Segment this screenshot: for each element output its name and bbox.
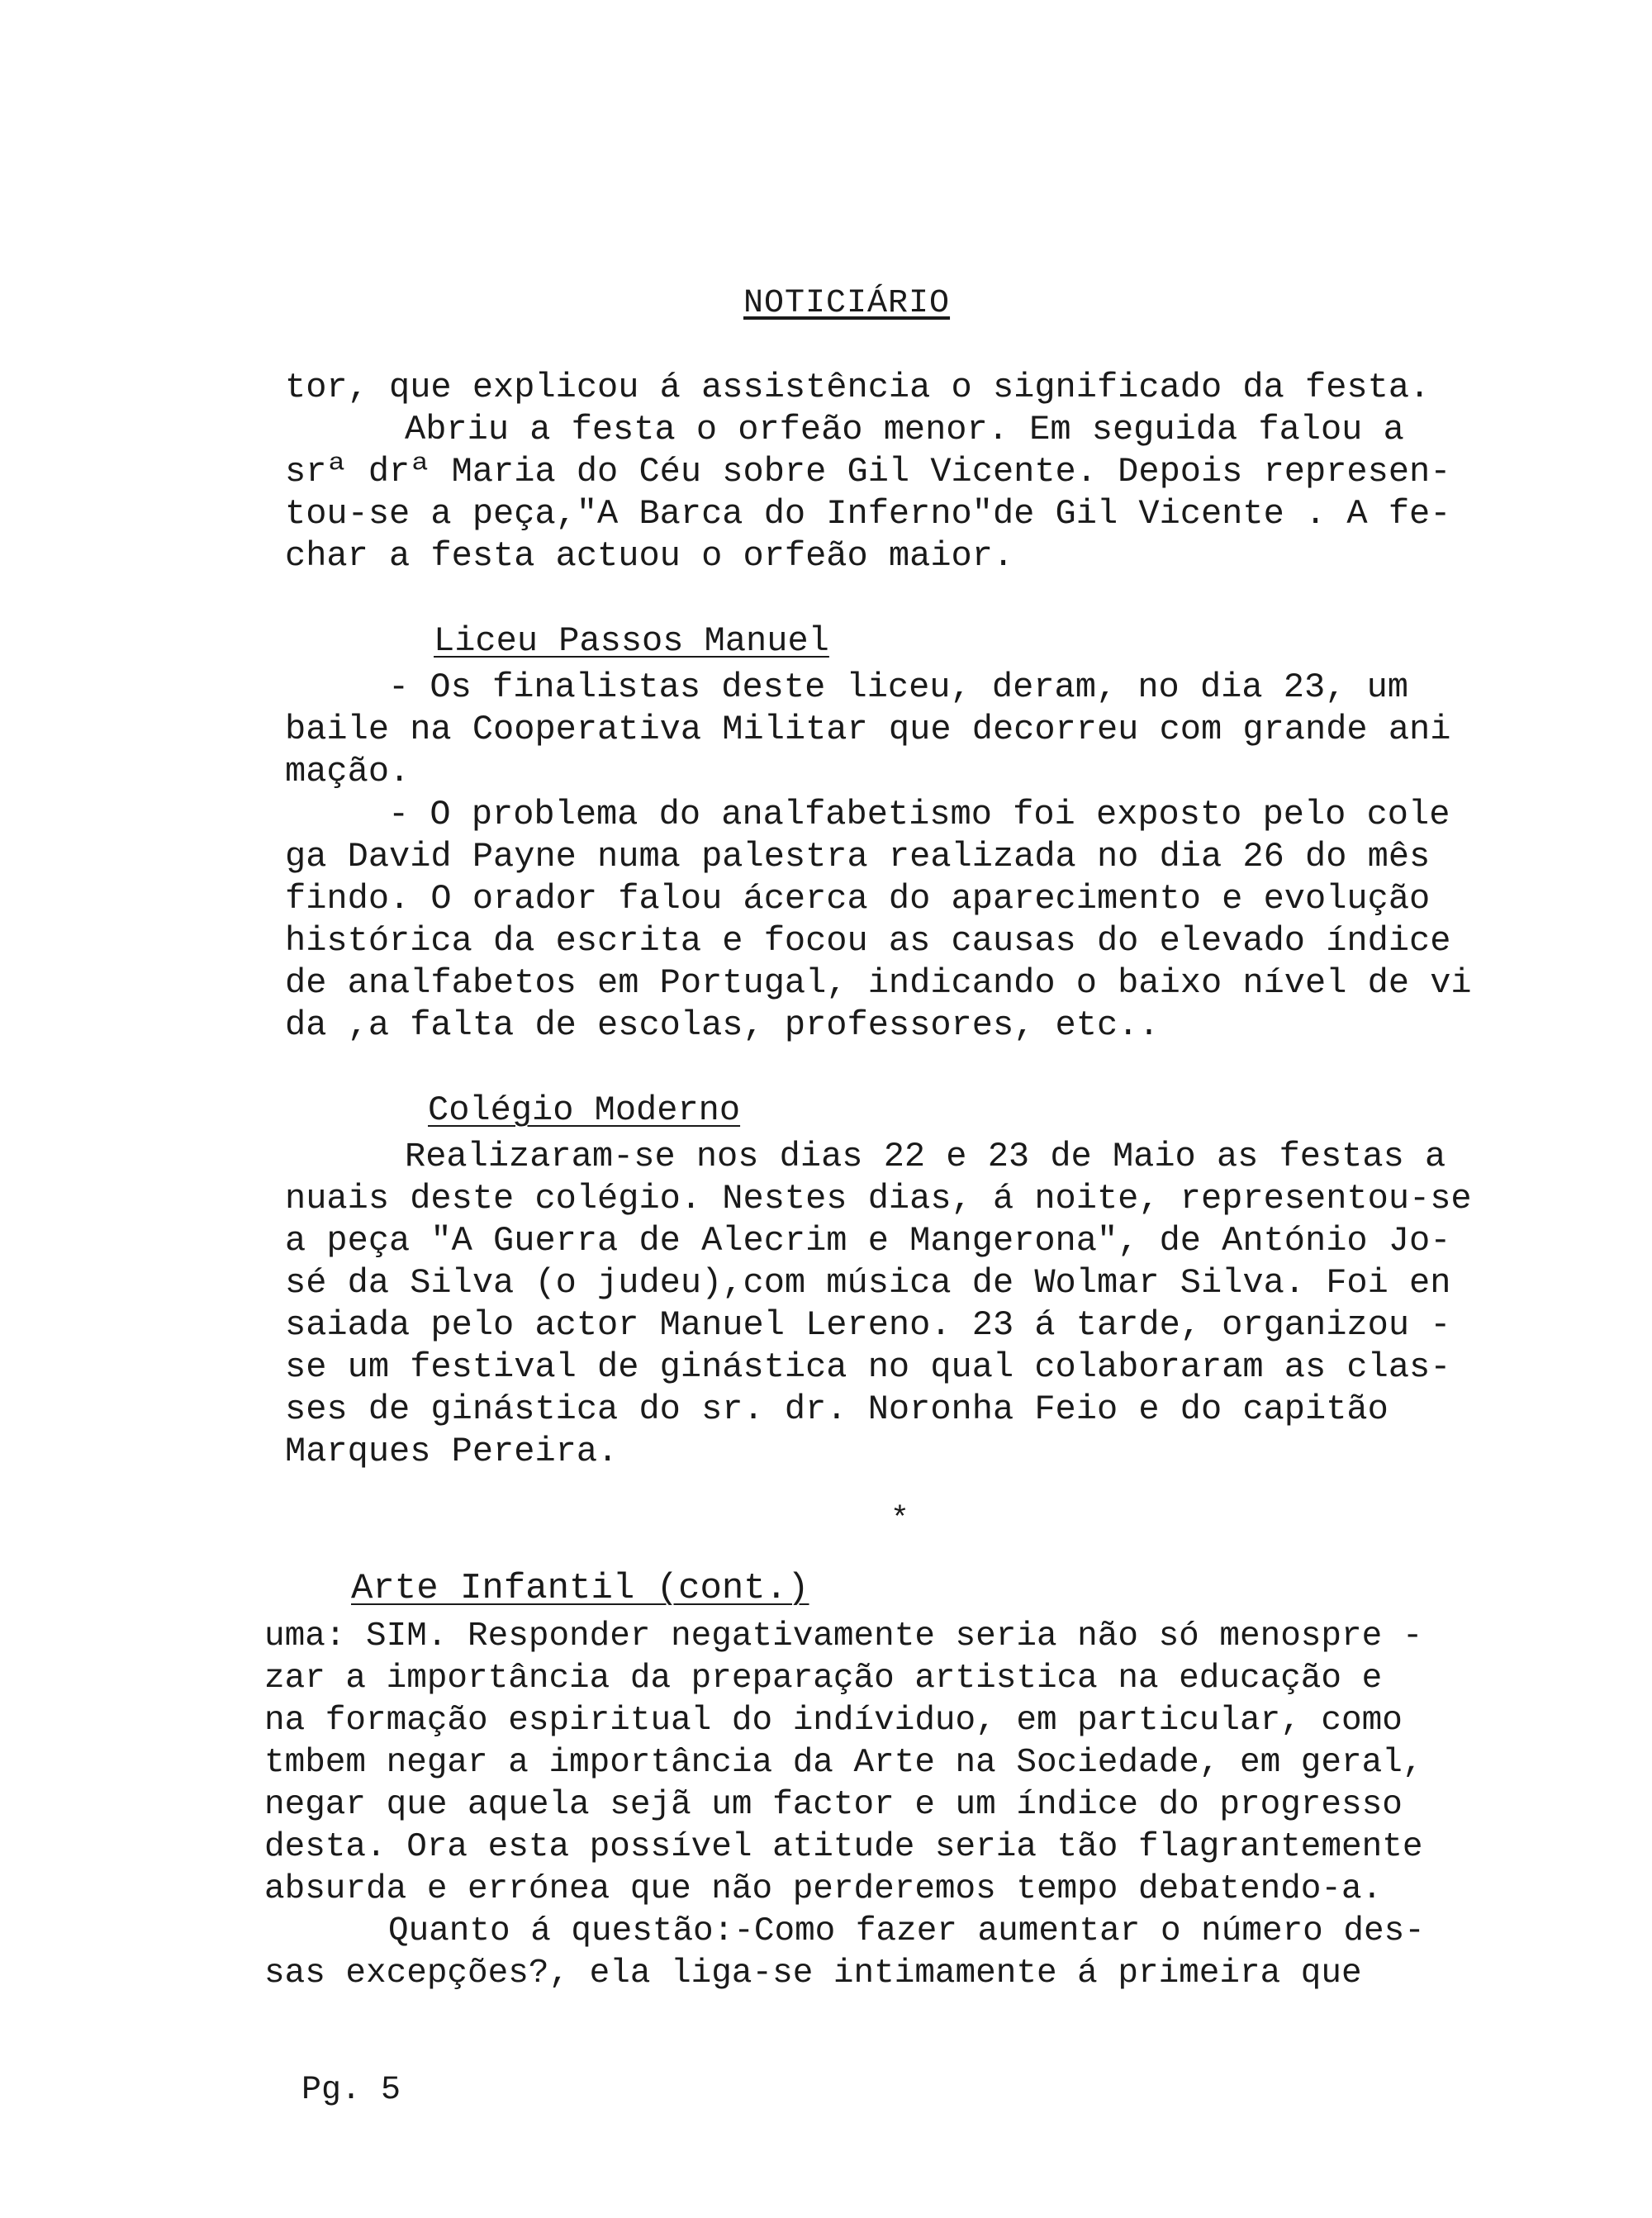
text-line: negar que aquela sejã um factor e um índice do progresso — [264, 1786, 1403, 1824]
text-line: histórica da escrita e focou as causas do elevado índice — [285, 921, 1451, 961]
text-line: - Os finalistas deste liceu, deram, no dia 23, um — [388, 667, 1409, 707]
text-line: srª drª Maria do Céu sobre Gil Vicente. Depois represen- — [285, 452, 1451, 492]
text-line: desta. Ora esta possível atitude seria tão flagrantemente — [264, 1828, 1423, 1866]
text-line: zar a importância da preparação artistica na educação e — [264, 1660, 1383, 1698]
text-line: tmbem negar a importância da Arte na Sociedade, em geral, — [264, 1744, 1423, 1782]
text-line: ga David Payne numa palestra realizada no dia 26 do mês — [285, 837, 1431, 876]
text-line: de analfabetos em Portugal, indicando o baixo nível de vi — [285, 963, 1472, 1003]
section-heading: Liceu Passos Manuel — [434, 621, 829, 661]
text-line: ses de ginástica do sr. dr. Noronha Feio e do capitão — [285, 1389, 1389, 1429]
text-line: se um festival de ginástica no qual colaboraram as clas- — [285, 1347, 1451, 1387]
text-line: tou-se a peça,"A Barca do Inferno"de Gil Vicente . A fe- — [285, 494, 1451, 534]
text-line: absurda e errónea que não perderemos tempo debatendo-a. — [264, 1870, 1383, 1908]
text-line: sé da Silva (o judeu),com música de Wolmar Silva. Foi en — [285, 1263, 1451, 1303]
text-line: Realizaram-se nos dias 22 e 23 de Maio as festas a — [405, 1137, 1446, 1176]
text-line: Marques Pereira. — [285, 1432, 619, 1471]
text-line: char a festa actuou o orfeão maior. — [285, 536, 1014, 576]
text-line: sas excepções?, ela liga-se intimamente á primeira que — [264, 1954, 1362, 1992]
text-line: tor, que explicou á assistência o significado da festa. — [285, 368, 1431, 407]
text-line: nuais deste colégio. Nestes dias, á noite, representou-se — [285, 1179, 1472, 1218]
page-number: Pg. 5 — [301, 2072, 401, 2109]
section-heading: Colégio Moderno — [428, 1090, 741, 1130]
text-line: Quanto á questão:-Como fazer aumentar o número des- — [388, 1912, 1425, 1950]
text-line: mação. — [285, 752, 411, 791]
text-line: findo. O orador falou ácerca do aparecimento e evolução — [285, 879, 1431, 919]
section-separator: * — [890, 1502, 909, 1537]
page-title: NOTICIÁRIO — [743, 285, 951, 322]
text-line: da ,a falta de escolas, professores, etc.. — [285, 1005, 1160, 1045]
text-line: - O problema do analfabetismo foi exposto pelo cole — [388, 795, 1450, 834]
text-line: saiada pelo actor Manuel Lereno. 23 á tarde, organizou - — [285, 1305, 1451, 1345]
text-line: Abriu a festa o orfeão menor. Em seguida falou a — [405, 410, 1404, 449]
text-line: a peça "A Guerra de Alecrim e Mangerona", de António Jo- — [285, 1221, 1451, 1261]
text-line: baile na Cooperativa Militar que decorreu com grande ani — [285, 710, 1451, 749]
text-line: na formação espiritual do indíviduo, em particular, como — [264, 1702, 1403, 1740]
section-heading: Arte Infantil (cont.) — [351, 1568, 809, 1609]
text-line: uma: SIM. Responder negativamente seria não só menospre - — [264, 1617, 1423, 1655]
